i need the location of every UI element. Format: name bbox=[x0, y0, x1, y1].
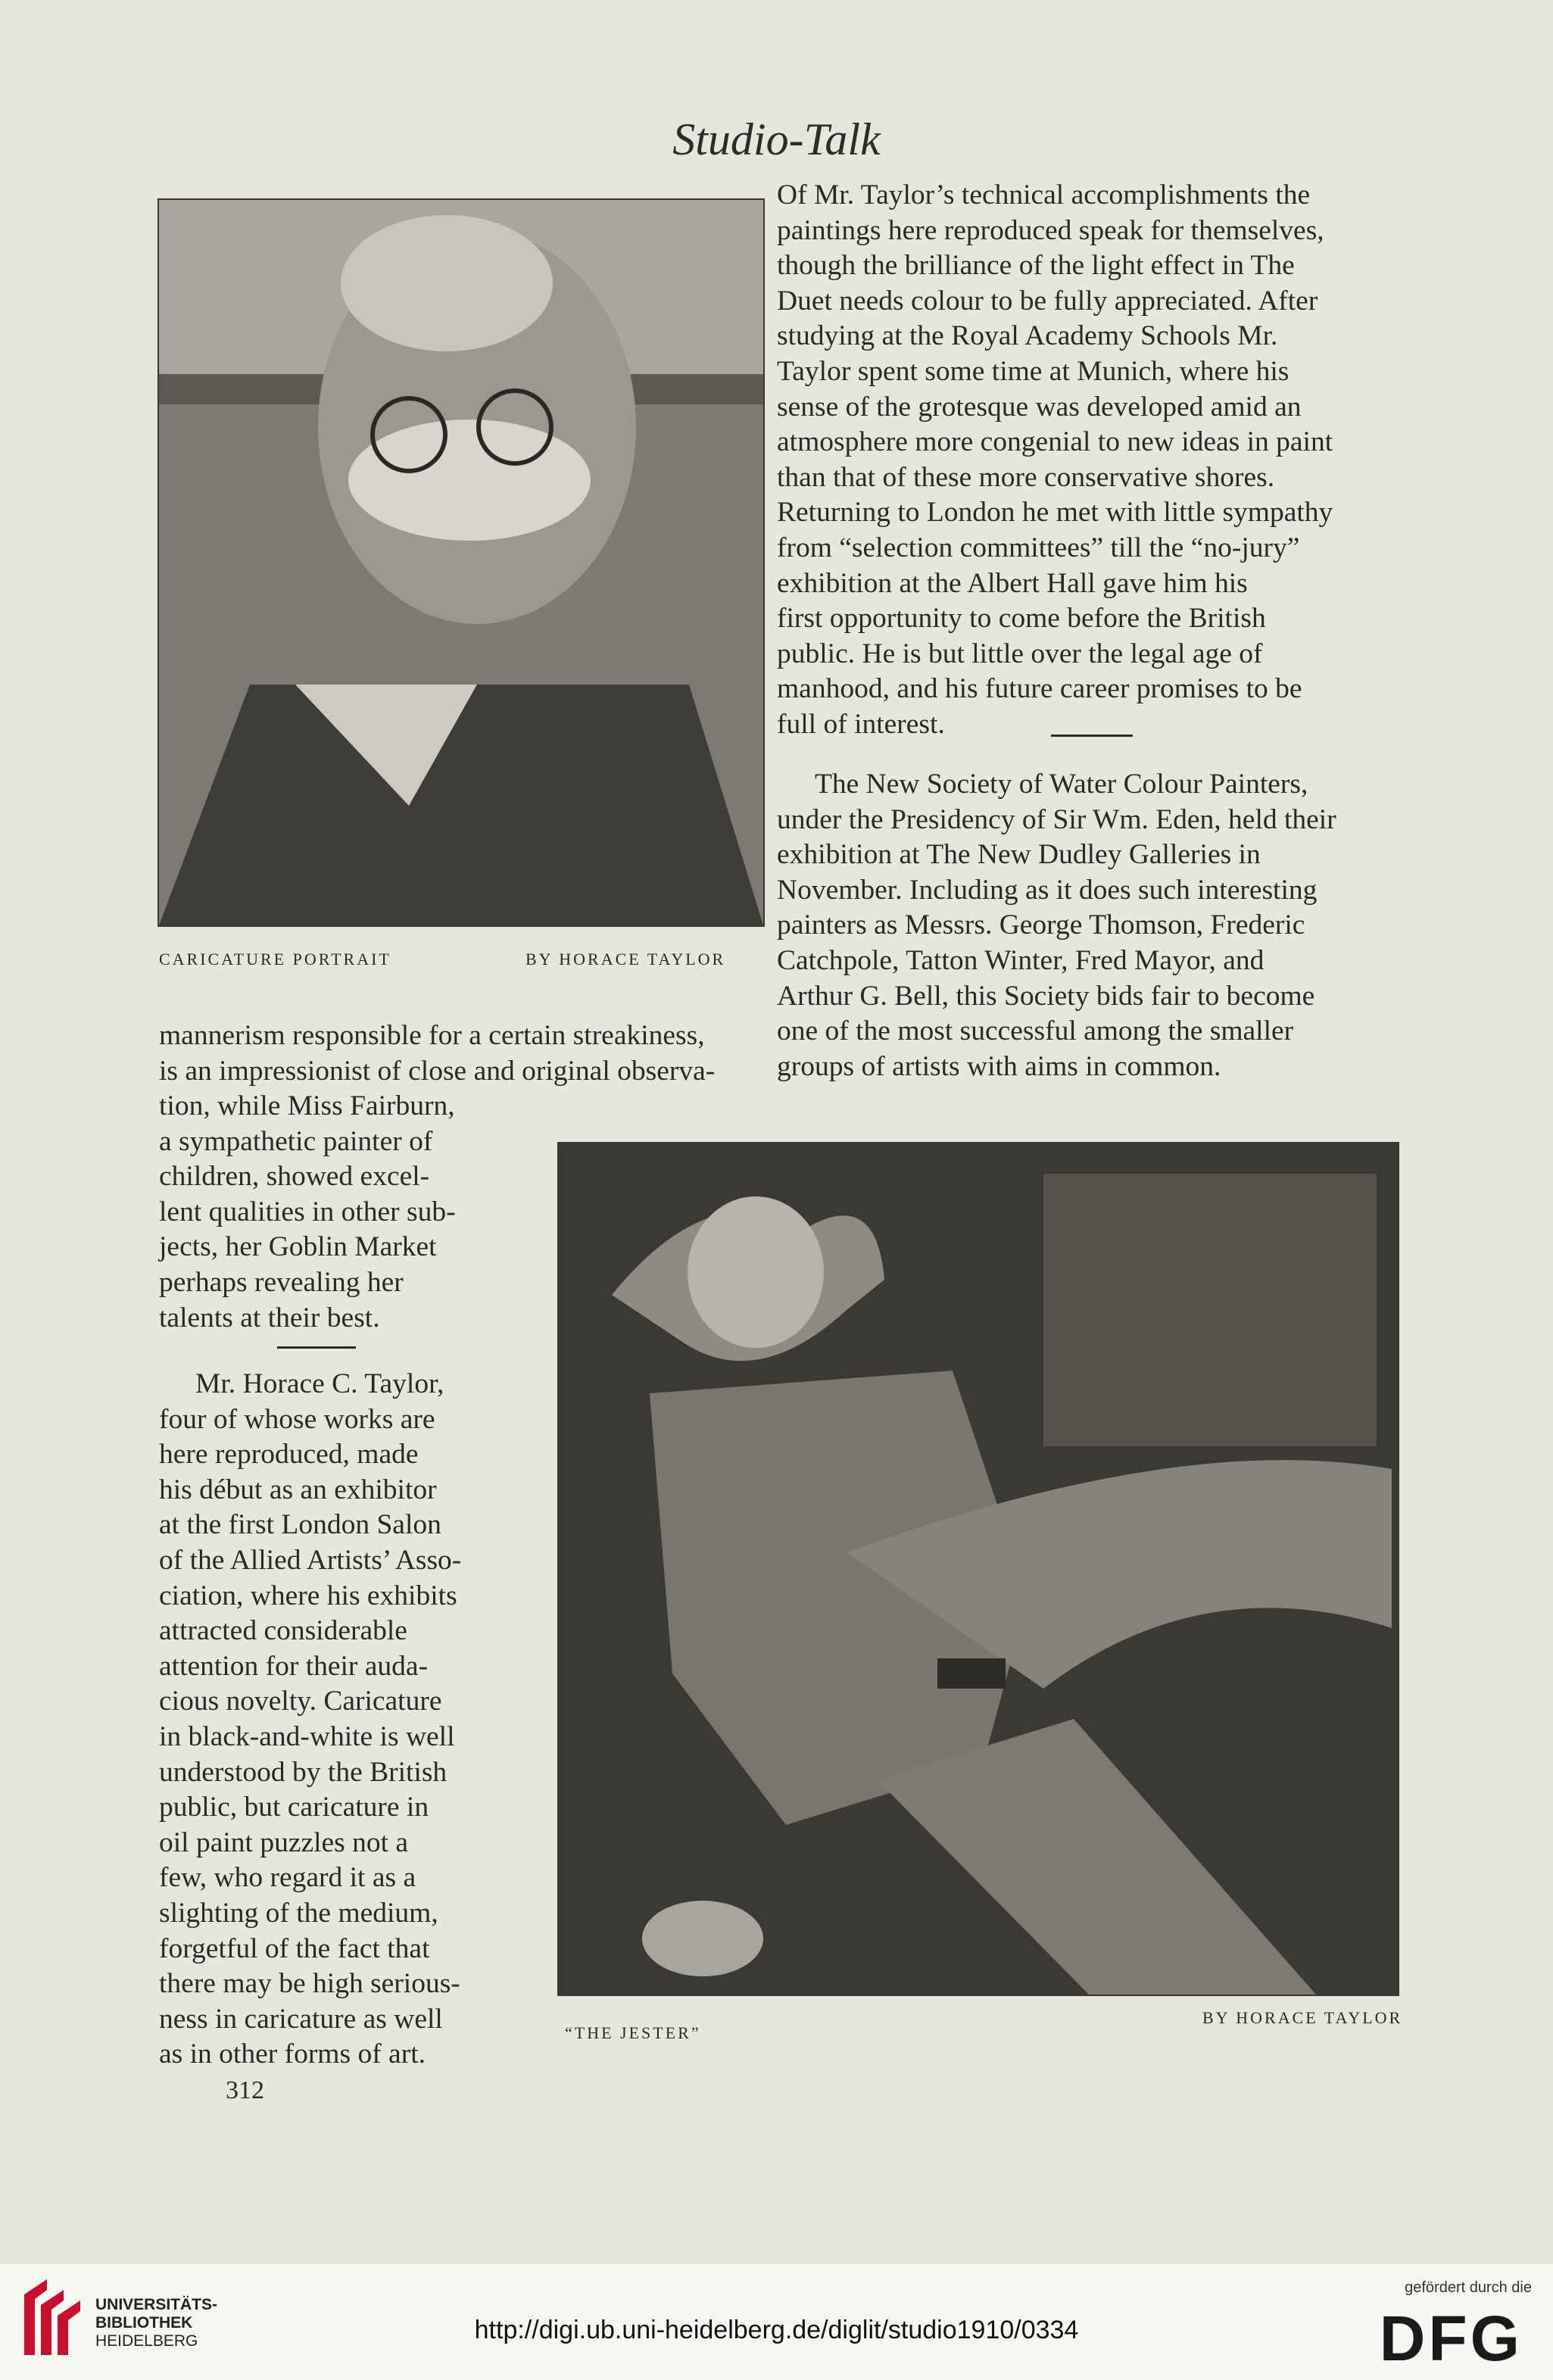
text-line: here reproduced, made bbox=[159, 1439, 419, 1471]
text-line: The New Society of Water Colour Painters, bbox=[815, 769, 1308, 800]
library-name-line: HEIDELBERG bbox=[95, 2332, 198, 2350]
text-line: four of whose works are bbox=[159, 1403, 435, 1435]
text-line: mannerism responsible for a certain streakiness, bbox=[159, 1020, 705, 1051]
text-line: at the first London Salon bbox=[159, 1509, 441, 1541]
text-line: jects, her Goblin Market bbox=[159, 1231, 437, 1263]
text-line: oil paint puzzles not a bbox=[159, 1826, 409, 1858]
text-line: full of interest. bbox=[777, 708, 945, 740]
text-line: his début as an exhibitor bbox=[159, 1474, 437, 1505]
text-line: from “selection committees” till the “no-jury” bbox=[777, 532, 1300, 563]
page-number: 312 bbox=[226, 2076, 264, 2104]
right-column-paragraph-1 bbox=[777, 178, 1393, 743]
portrait-caption-title: CARICATURE PORTRAIT bbox=[159, 950, 391, 969]
text-line: sense of the grotesque was developed amid an bbox=[777, 391, 1302, 423]
text-line: perhaps revealing her bbox=[159, 1266, 404, 1298]
jester-caption-credit: BY HORACE TAYLOR bbox=[1202, 2008, 1403, 2027]
text-line: children, showed excel- bbox=[159, 1161, 430, 1193]
text-line: November. Including as it does such interesting bbox=[777, 874, 1318, 906]
text-line: ciation, where his exhibits bbox=[159, 1580, 457, 1611]
text-line: lent qualities in other sub- bbox=[159, 1196, 456, 1227]
text-line: understood by the British bbox=[159, 1756, 448, 1788]
dfg-logo: DFG bbox=[1379, 2303, 1523, 2374]
text-line: Taylor spent some time at Munich, where his bbox=[777, 355, 1289, 387]
the-jester-image bbox=[557, 1142, 1399, 1996]
text-line: Catchpole, Tatton Winter, Fred Mayor, and bbox=[777, 944, 1265, 976]
text-line: a sympathetic painter of bbox=[159, 1125, 433, 1157]
text-line: attracted considerable bbox=[159, 1615, 407, 1647]
text-line: though the brilliance of the light effect in The bbox=[777, 250, 1295, 282]
running-title: Studio-Talk bbox=[672, 114, 881, 164]
text-line: Of Mr. Taylor’s technical accomplishments the bbox=[777, 179, 1311, 211]
text-line: as in other forms of art. bbox=[159, 2038, 426, 2070]
text-line: talents at their best. bbox=[159, 1302, 380, 1333]
text-line: Mr. Horace C. Taylor, bbox=[195, 1368, 444, 1399]
text-line: forgetful of the fact that bbox=[159, 1932, 430, 1964]
text-line: slighting of the medium, bbox=[159, 1897, 438, 1929]
text-line: atmosphere more congenial to new ideas in paint bbox=[777, 426, 1333, 458]
text-line: there may be high serious- bbox=[159, 1968, 460, 2000]
text-line: ness in caricature as well bbox=[159, 2003, 443, 2035]
section-divider bbox=[1051, 735, 1133, 737]
library-name-line: UNIVERSITÄTS- bbox=[95, 2296, 218, 2313]
text-line: attention for their auda- bbox=[159, 1650, 429, 1682]
text-line: Duet needs colour to be fully appreciated. After bbox=[777, 285, 1318, 317]
text-line: public, but caricature in bbox=[159, 1792, 429, 1823]
text-line: Returning to London he met with little sympathy bbox=[777, 497, 1333, 529]
text-line: groups of artists with aims in common. bbox=[777, 1050, 1221, 1082]
text-line: manhood, and his future career promises to be bbox=[777, 673, 1302, 705]
text-line: painters as Messrs. George Thomson, Frederic bbox=[777, 909, 1305, 941]
text-line: is an impressionist of close and original observa- bbox=[159, 1055, 716, 1087]
text-line: tion, while Miss Fairburn, bbox=[159, 1090, 455, 1121]
left-column-paragraph-1 bbox=[159, 1089, 477, 1336]
source-url-link[interactable]: http://digi.ub.uni-heidelberg.de/diglit/studio1910/0334 bbox=[474, 2316, 1079, 2344]
portrait-caption-credit: BY HORACE TAYLOR bbox=[525, 950, 726, 969]
text-line: studying at the Royal Academy Schools Mr. bbox=[777, 320, 1278, 352]
text-line: one of the most successful among the smaller bbox=[777, 1015, 1294, 1047]
text-line: of the Allied Artists’ Asso- bbox=[159, 1544, 462, 1576]
text-line: few, who regard it as a bbox=[159, 1862, 416, 1894]
text-line: public. He is but little over the legal age of bbox=[777, 638, 1263, 669]
text-line: than that of these more conservative shores. bbox=[777, 461, 1275, 493]
caricature-portrait-image bbox=[157, 198, 765, 927]
funding-note: gefördert durch die bbox=[1405, 2279, 1532, 2296]
text-line: first opportunity to come before the British bbox=[777, 603, 1266, 635]
right-column-paragraph-2 bbox=[777, 767, 1393, 1084]
left-column-paragraph-2 bbox=[159, 1367, 477, 2073]
jester-caption-title: “THE JESTER” bbox=[565, 2023, 701, 2042]
library-name-line: BIBLIOTHEK bbox=[95, 2314, 193, 2332]
text-line: Arthur G. Bell, this Society bids fair to become bbox=[777, 980, 1315, 1012]
text-line: paintings here reproduced speak for themselves, bbox=[777, 214, 1324, 246]
left-column-wide-lines bbox=[159, 1018, 765, 1089]
text-line: under the Presidency of Sir Wm. Eden, held their bbox=[777, 803, 1336, 835]
text-line: cious novelty. Caricature bbox=[159, 1686, 442, 1717]
text-line: exhibition at The New Dudley Galleries in bbox=[777, 839, 1261, 871]
section-divider bbox=[277, 1346, 356, 1349]
text-line: in black-and-white is well bbox=[159, 1720, 455, 1752]
text-line: exhibition at the Albert Hall gave him his bbox=[777, 567, 1248, 599]
